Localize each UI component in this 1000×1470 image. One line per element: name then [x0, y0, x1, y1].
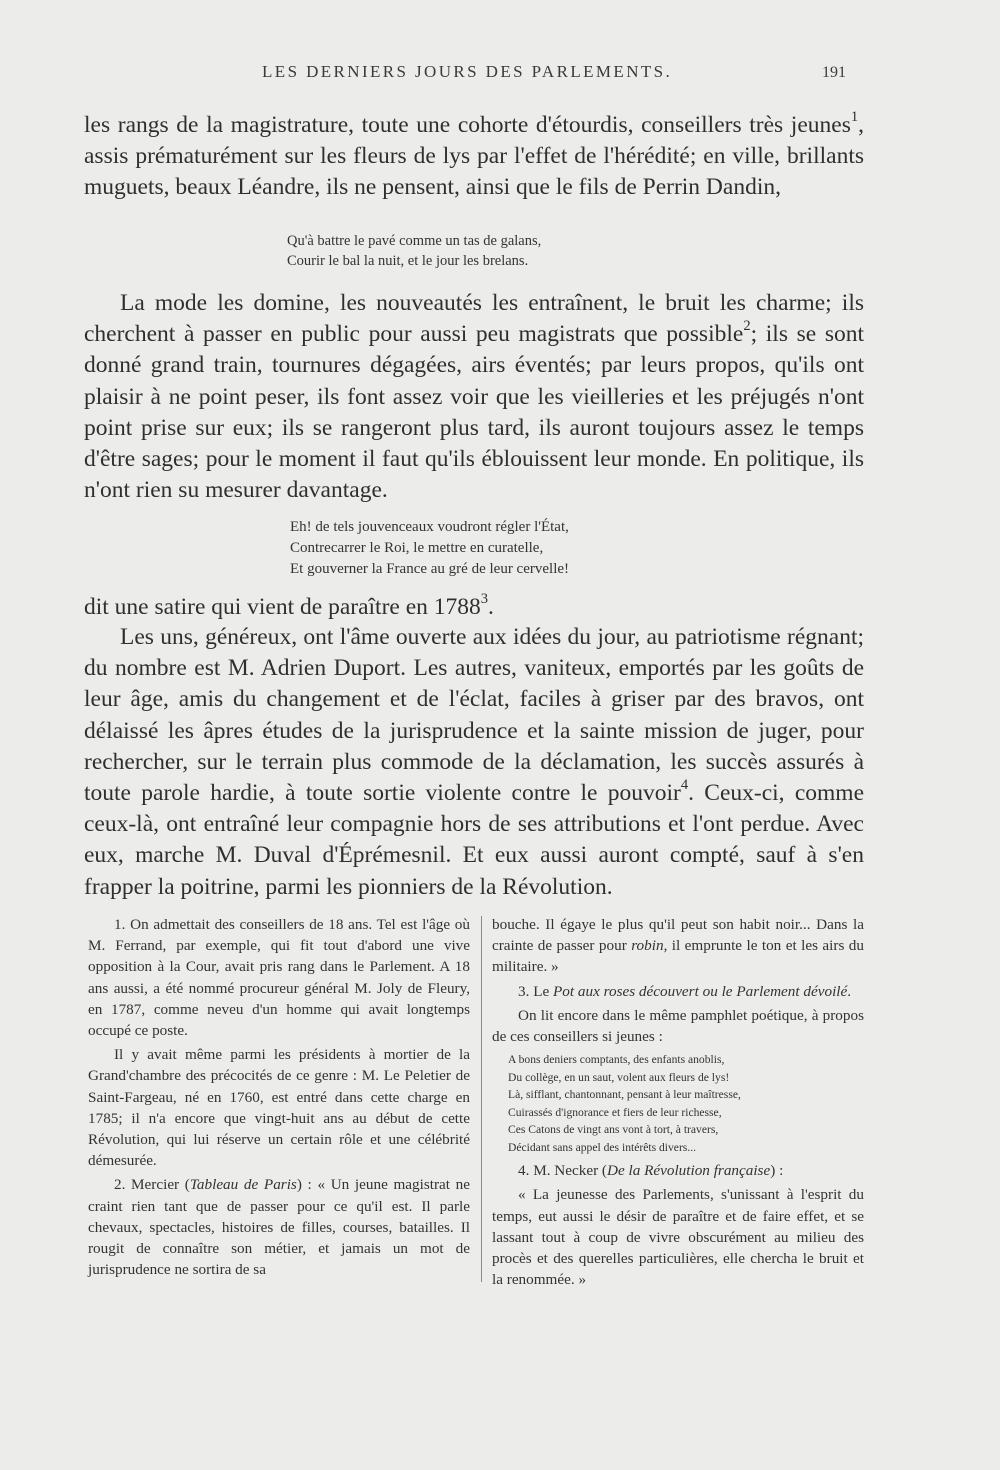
running-title: LES DERNIERS JOURS DES PARLEMENTS. — [262, 62, 673, 81]
footnote-3-title: Pot aux roses découvert ou le Parlement dévoilé — [553, 982, 848, 1000]
paragraph-3 — [84, 592, 864, 623]
footnote-2-cont-b: , il emprunte le ton et les airs du militaire. » — [492, 937, 864, 976]
footnote-4-lead: 4. M. Necker ( — [518, 1162, 607, 1180]
footnote-4-quote: « La jeunesse des Parlements, s'unissant à l'esprit du temps, eut aussi le désir de paraître et de faire effet, et se lassant tout à coup de vivre obscurément au milieu des procès et des querelles particulières, elle chercha le bruit et la renommée. » — [492, 1186, 864, 1289]
verse-2-line-3: Et gouverner la France au gré de leur cervelle! — [290, 561, 570, 577]
paragraph-4-text-a: Les uns, généreux, ont l'âme ouverte aux idées du jour, au patriotisme régnant; du nombre est M. Adrien Duport. Les autres, vaniteux, emportés par les goûts de leur âge, amis du changement et de l'éclat, faciles à griser par des bravos, ont délaissé les âpres études de la jurisprudence et la sainte mission de juger, pour rechercher, sur le terrain plus commode de la déclamation, les succès assurés à toute parole hardie, à toute sortie violente contre le pouvoir — [84, 624, 864, 807]
footnote-3-verse-line-1: A bons deniers comptants, des enfants anoblis, — [508, 1053, 725, 1067]
column-divider — [481, 916, 482, 1282]
paragraph-2-text-b: ; ils se sont donné grand train, tournures dégagées, airs éventés; par leurs propos, qu'ils ont plaisir à ne point peser, ils font assez voir que les vieilleries et les préjugés n'ont point prise sur eux; ils se rangeront plus tard, ils auront toujours assez le temps d'être sages; pour le moment il faut qu'ils éblouissent leur monde. En politique, ils n'ont rien su mesurer davantage. — [84, 321, 864, 504]
footnotes-left-column — [88, 914, 470, 1283]
footnote-3-verse-line-4: Cuirassés d'ignorance et fiers de leur richesse, — [508, 1105, 722, 1119]
verse-1-line-2: Courir le bal la nuit, et le jour les brelans. — [287, 252, 529, 269]
page-header — [0, 62, 1000, 86]
footnote-2-text: ) : « Un jeune magistrat ne craint rien tant que de passer pour ce qu'il est. Il parle chevaux, spectacles, histoires de filles, courses, batailles. Il rougit de connaître son métier, et jamais un mot de jurisprudence ne sortira de sa — [88, 1176, 471, 1279]
footnote-ref-3: 3 — [480, 591, 489, 608]
footnote-ref-4: 4 — [680, 777, 689, 794]
footnote-2-cont-italic: robin — [631, 937, 664, 955]
footnote-3-verse-line-2: Du collège, en un saut, volent aux fleurs de lys! — [508, 1070, 730, 1084]
paragraph-2-text-a: La mode les domine, les nouveautés les entraînent, le bruit les charme; ils cherchent à passer en public pour aussi peu magistrats que possible — [84, 290, 864, 348]
footnote-3-continued: On lit encore dans le même pamphlet poétique, à propos de ces conseillers si jeunes : — [492, 1006, 864, 1046]
footnote-2-cont-a: bouche. Il égaye le plus qu'il peut son habit noir... Dans la crainte de passer pour — [492, 916, 864, 955]
footnote-2-continued — [492, 914, 864, 978]
footnote-3-verse-line-5: Ces Catons de vingt ans vont à tort, à travers, — [508, 1123, 719, 1137]
page-number: 191 — [822, 64, 846, 81]
footnote-2-title: Tableau de Paris — [189, 1176, 297, 1194]
verse-2-line-2: Contrecarrer le Roi, le mettre en curatelle, — [290, 540, 544, 556]
paragraph-4 — [84, 622, 864, 903]
footnote-3-verse-line-6: Décidant sans appel des intérêts divers... — [508, 1140, 697, 1154]
paragraph-3-text-a: dit une satire qui vient de paraître en 1788 — [84, 594, 481, 620]
footnote-4-end: ) : — [770, 1162, 784, 1180]
paragraph-4-text-b: . Ceux-ci, comme ceux-là, ont entraîné leur compagnie hors de ses attributions et l'ont perdue. Avec eux, marche M. Duval d'Éprémesnil. Et eux aussi auront compté, sauf à s'en frapper la poitrine, parmi les pionniers de la Révolution. — [84, 780, 864, 900]
verse-quote-1 — [287, 232, 541, 271]
verse-quote-2 — [290, 517, 569, 580]
footnote-4 — [492, 1160, 864, 1181]
footnote-2-lead: 2. Mercier ( — [114, 1176, 190, 1194]
footnote-1: 1. On admettait des conseillers de 18 ans. Tel est l'âge où M. Ferrand, par exemple, qui fit tout d'abord une vive opposition à la Cour, avait pris rang dans le Parlement. A 18 ans aussi, a été nommé procureur général M. Joly de Fleury, en 1787, comme neveu d'un homme qui avait longtemps occupé ce poste. — [88, 916, 470, 1040]
verse-2-line-1: Eh! de tels jouvenceaux voudront régler l'État, — [290, 519, 569, 535]
paragraph-1-text-a: les rangs de la magistrature, toute une cohorte d'étourdis, conseillers très jeunes — [84, 112, 851, 138]
paragraph-2 — [84, 288, 864, 506]
footnote-2 — [88, 1174, 470, 1280]
paragraph-1-text-b: , assis prématurément sur les fleurs de lys par l'effet de l'hérédité; en ville, brillants muguets, beaux Léandre, ils ne pensent, ainsi que le fils de Perrin Dandin, — [84, 112, 864, 201]
footnote-3-verse-line-3: Là, sifflant, chantonnant, pensant à leur maîtresse, — [508, 1088, 741, 1102]
footnote-3-verse — [492, 1051, 864, 1156]
paragraph-1 — [84, 110, 864, 204]
footnotes-right-column — [492, 914, 864, 1293]
footnote-3-end: . — [847, 982, 852, 1000]
footnote-4-title: De la Révolution française — [606, 1162, 771, 1180]
verse-1-line-1: Qu'à battre le pavé comme un tas de galans, — [287, 233, 542, 249]
footnote-3 — [492, 981, 864, 1002]
footnote-ref-2: 2 — [743, 318, 751, 335]
paragraph-3-text-b: . — [488, 594, 494, 620]
footnote-ref-1: 1 — [850, 109, 859, 126]
footnote-3-lead: 3. Le — [518, 982, 554, 1000]
footnote-1-continued: Il y avait même parmi les présidents à mortier de la Grand'chambre des précocités de ce genre : M. Le Peletier de Saint-Fargeau, né en 1760, est entré dans cette charge en 1785; il n'a encore que vingt-huit ans au début de cette Révolution, qui lui réserve un certain rôle et une célébrité démesurée. — [88, 1046, 470, 1170]
